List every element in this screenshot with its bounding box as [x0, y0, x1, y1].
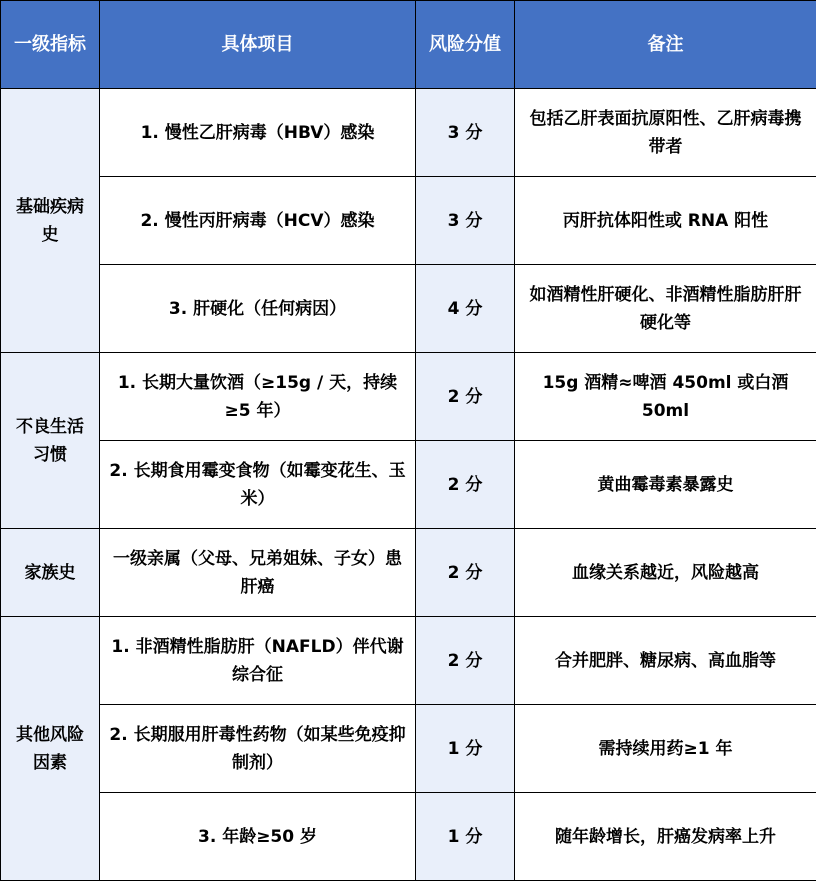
item-cell: 3. 肝硬化（任何病因） [100, 265, 416, 353]
item-cell: 2. 慢性丙肝病毒（HCV）感染 [100, 177, 416, 265]
table-body [1, 89, 816, 881]
note-cell: 合并肥胖、糖尿病、高血脂等 [515, 617, 816, 705]
note-cell: 黄曲霉毒素暴露史 [515, 441, 816, 529]
table-row [1, 705, 816, 793]
table-header [1, 1, 816, 89]
score-cell: 3 分 [416, 89, 515, 177]
table-row [1, 265, 816, 353]
header-level1-indicator: 一级指标 [1, 1, 100, 89]
header-remarks: 备注 [515, 1, 816, 89]
header-risk-score: 风险分值 [416, 1, 515, 89]
score-cell: 2 分 [416, 529, 515, 617]
table-row [1, 353, 816, 441]
score-cell: 4 分 [416, 265, 515, 353]
item-cell: 2. 长期食用霉变食物（如霉变花生、玉米） [100, 441, 416, 529]
table-row [1, 529, 816, 617]
table-row [1, 441, 816, 529]
score-cell: 1 分 [416, 793, 515, 881]
item-cell: 2. 长期服用肝毒性药物（如某些免疫抑制剂） [100, 705, 416, 793]
table-row [1, 793, 816, 881]
score-cell: 2 分 [416, 353, 515, 441]
category-cell: 其他风险因素 [1, 617, 100, 881]
note-cell: 包括乙肝表面抗原阳性、乙肝病毒携带者 [515, 89, 816, 177]
score-cell: 1 分 [416, 705, 515, 793]
table-row [1, 617, 816, 705]
header-specific-item: 具体项目 [100, 1, 416, 89]
note-cell: 随年龄增长，肝癌发病率上升 [515, 793, 816, 881]
score-cell: 3 分 [416, 177, 515, 265]
category-cell: 不良生活习惯 [1, 353, 100, 529]
table-row [1, 89, 816, 177]
item-cell: 1. 慢性乙肝病毒（HBV）感染 [100, 89, 416, 177]
note-cell: 如酒精性肝硬化、非酒精性脂肪肝肝硬化等 [515, 265, 816, 353]
note-cell: 需持续用药≥1 年 [515, 705, 816, 793]
item-cell: 一级亲属（父母、兄弟姐妹、子女）患肝癌 [100, 529, 416, 617]
item-cell: 1. 非酒精性脂肪肝（NAFLD）伴代谢综合征 [100, 617, 416, 705]
note-cell: 丙肝抗体阳性或 RNA 阳性 [515, 177, 816, 265]
note-cell: 15g 酒精≈啤酒 450ml 或白酒 50ml [515, 353, 816, 441]
item-cell: 3. 年龄≥50 岁 [100, 793, 416, 881]
note-cell: 血缘关系越近，风险越高 [515, 529, 816, 617]
score-cell: 2 分 [416, 441, 515, 529]
table-row [1, 177, 816, 265]
header-row [1, 1, 816, 89]
category-cell: 基础疾病史 [1, 89, 100, 353]
category-cell: 家族史 [1, 529, 100, 617]
score-cell: 2 分 [416, 617, 515, 705]
item-cell: 1. 长期大量饮酒（≥15g / 天，持续≥5 年） [100, 353, 416, 441]
